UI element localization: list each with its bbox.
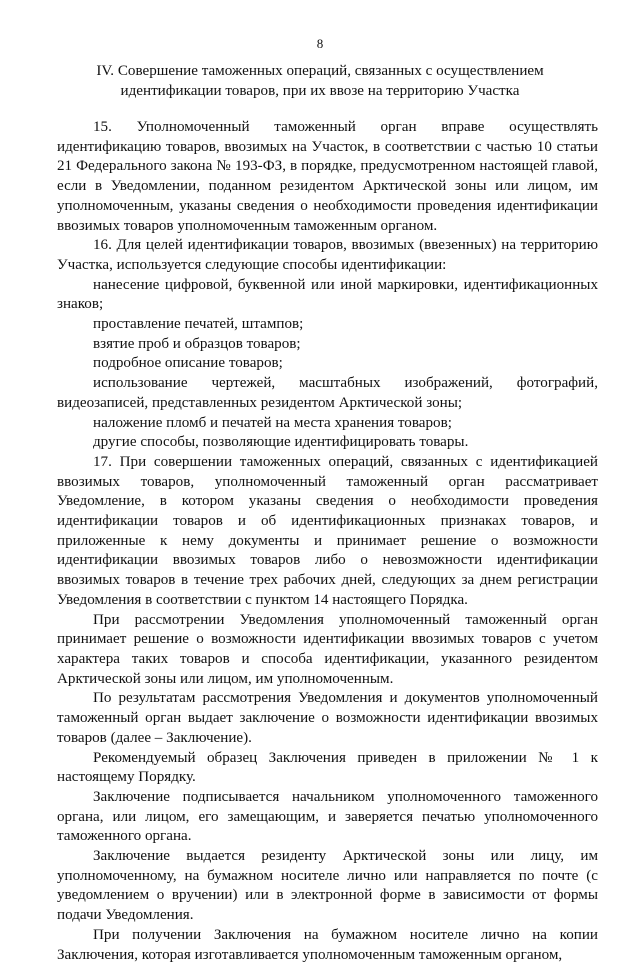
paragraph: По результатам рассмотрения Уведомления и документов уполномоченный таможенный орган выдает заключение о возможности идентификации ввозимых товаров (далее – Заключение).	[57, 690, 598, 746]
list-item: другие способы, позволяющие идентифицировать товары.	[93, 434, 469, 451]
list-item: подробное описание товаров;	[93, 355, 283, 372]
paragraph: 17. При совершении таможенных операций, связанных с идентификацией ввозимых товаров, уполномоченный таможенный орган рассматривает Уведомление, в котором указаны сведения о необходимости проведения идентификации товаров и об идентификационных признаках товаров, и приложенные к нему документы и принимает решение о возможности идентификации ввозимых товаров либо о невозможности идентификации ввозимых товаров в течение трех рабочих дней, следующих за днем регистрации Уведомления в соответствии с пунктом 14 настоящего Порядка.	[57, 453, 598, 608]
list-item: наложение пломб и печатей на места хранения товаров;	[93, 414, 452, 431]
list-item: использование чертежей, масштабных изображений, фотографий, видеозаписей, представленных резидентом Арктической зоны;	[57, 375, 598, 411]
section-title: IV. Совершение таможенных операций, связанных с осуществлением идентификации товаров, при их ввозе на территорию Участка	[96, 63, 544, 99]
list-item: нанесение цифровой, буквенной или иной маркировки, идентификационных знаков;	[57, 276, 598, 313]
paragraph: При рассмотрении Уведомления уполномоченный таможенный орган принимает решение о возможности идентификации ввозимых товаров с учетом характера таких товаров и способа идентификации, указанного резидентом Арктической зоны или лицом, им уполномоченным.	[57, 611, 598, 687]
paragraph: При получении Заключения на бумажном носителе лично на копии Заключения, которая изготавливается уполномоченным таможенным органом,	[57, 926, 598, 963]
list-item: проставление печатей, штампов;	[93, 316, 304, 333]
paragraph: Рекомендуемый образец Заключения приведен в приложении № 1 к настоящему Порядку.	[57, 749, 598, 786]
list-item: взятие проб и образцов товаров;	[93, 335, 301, 352]
paragraph: 15. Уполномоченный таможенный орган вправе осуществлять идентификацию товаров, ввозимых на Участок, в соответствии с частью 10 статьи 21 Федерального закона № 193-ФЗ, в порядке, предусмотренном настоящей главой, если в Уведомлении, поданном резидентом Арктической зоны или лицом, им уполномоченным, указаны сведения о необходимости проведения идентификации ввозимых товаров уполномоченным таможенным органом.	[57, 119, 598, 234]
paragraph: 16. Для целей идентификации товаров, ввозимых (ввезенных) на территорию Участка, используется следующие способы идентификации:	[57, 237, 598, 273]
page-number: 8	[316, 36, 324, 51]
document-body	[57, 118, 598, 965]
paragraph: Заключение выдается резиденту Арктической зоны или лицу, им уполномоченному, на бумажном носителе лично или направляется по почте (с уведомлением о вручении) или в электронной форме в зависимости от формы подачи Уведомления.	[57, 848, 598, 924]
paragraph: Заключение подписывается начальником уполномоченного таможенного органа, или лицом, его замещающим, и заверяется печатью уполномоченного таможенного органа.	[57, 788, 598, 845]
